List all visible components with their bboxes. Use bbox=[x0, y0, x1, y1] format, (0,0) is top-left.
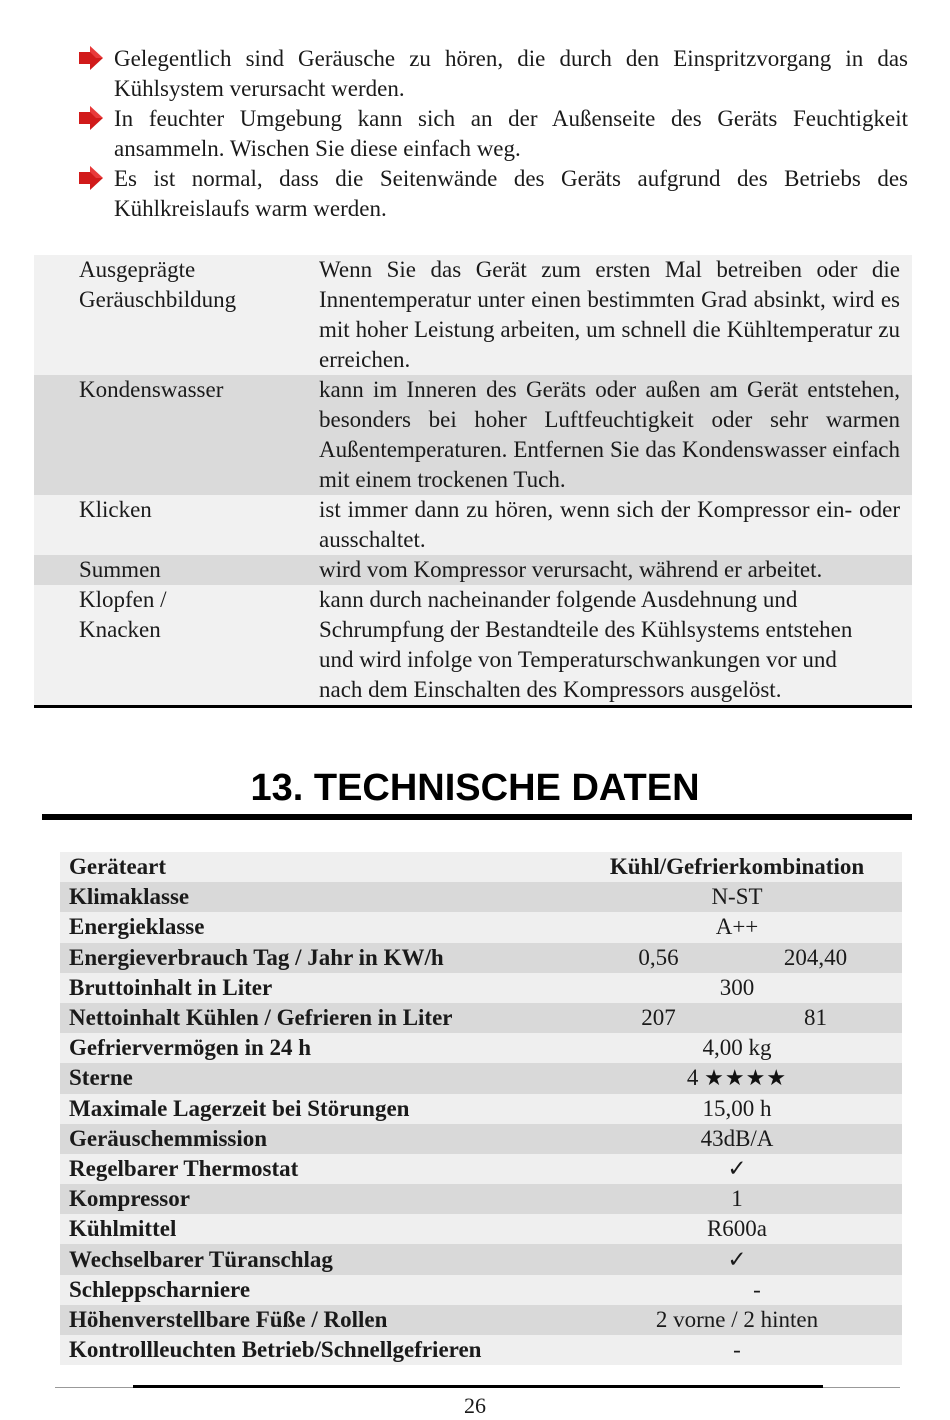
spec-value: N-ST bbox=[711, 884, 763, 910]
table-row bbox=[34, 585, 912, 705]
spec-label: Bruttoinhalt in Liter bbox=[69, 974, 273, 1000]
bullet-text: Es ist normal, dass die Seitenwände des Geräts aufgrund des Betriebs des Kühlkreislaufs warm werden. bbox=[114, 166, 908, 221]
spec-value-cool: 207 bbox=[641, 1005, 676, 1031]
spec-value: 2 vorne / 2 hinten bbox=[655, 1306, 819, 1332]
spec-label: Regelbarer Thermostat bbox=[69, 1155, 299, 1181]
spec-value bbox=[580, 1065, 902, 1091]
star-count: 4 bbox=[686, 1065, 699, 1091]
table-row bbox=[60, 1275, 902, 1305]
note-term: Summen bbox=[79, 557, 161, 582]
table-row bbox=[60, 1094, 902, 1124]
bullet-item bbox=[78, 104, 908, 164]
spec-value: - bbox=[753, 1276, 761, 1302]
title-divider bbox=[42, 814, 912, 820]
table-row bbox=[60, 943, 902, 973]
table-row bbox=[60, 1305, 902, 1335]
table-row bbox=[60, 1003, 902, 1033]
bullet-text: In feuchter Umgebung kann sich an der Außenseite des Geräts Feuchtigkeit ansammeln. Wischen Sie diese einfach weg. bbox=[114, 106, 908, 161]
table-row bbox=[60, 1124, 902, 1154]
table-row bbox=[60, 1063, 902, 1093]
spec-label: Energieklasse bbox=[69, 914, 205, 940]
red-arrow-icon bbox=[78, 106, 104, 130]
table-row bbox=[60, 912, 902, 942]
spec-label: Wechselbarer Türanschlag bbox=[69, 1246, 333, 1272]
table-row bbox=[60, 1154, 902, 1184]
spec-label: Kühlmittel bbox=[69, 1216, 177, 1242]
section-title: 13. TECHNISCHE DATEN bbox=[250, 767, 700, 809]
spec-value: 4,00 kg bbox=[702, 1035, 772, 1061]
spec-label: Kompressor bbox=[69, 1186, 190, 1212]
table-row bbox=[60, 852, 902, 882]
spec-value: 300 bbox=[719, 974, 755, 1000]
bullet-item bbox=[78, 44, 908, 104]
spec-value: 15,00 h bbox=[702, 1095, 772, 1121]
specs-table bbox=[60, 852, 902, 1365]
spec-label: Höhenverstellbare Füße / Rollen bbox=[69, 1306, 388, 1332]
note-term: Ausgeprägte Geräuschbildung bbox=[79, 257, 237, 312]
checkmark-icon: ✓ bbox=[727, 1246, 747, 1272]
spec-value bbox=[580, 1005, 902, 1031]
spec-value: Kühl/Gefrierkombination bbox=[609, 854, 865, 880]
bullet-list bbox=[78, 44, 908, 224]
table-row bbox=[60, 1335, 902, 1365]
table-row bbox=[34, 495, 912, 555]
red-arrow-icon bbox=[78, 166, 104, 190]
table-row bbox=[60, 1244, 902, 1274]
bullet-item bbox=[78, 164, 908, 224]
table-row bbox=[60, 1214, 902, 1244]
spec-value-freeze: 81 bbox=[804, 1005, 827, 1031]
note-term: Kondenswasser bbox=[79, 377, 224, 402]
spec-value: A++ bbox=[715, 914, 759, 940]
spec-label: Klimaklasse bbox=[69, 884, 190, 910]
table-row bbox=[34, 375, 912, 495]
table-row bbox=[60, 882, 902, 912]
note-term: Klopfen / Knacken bbox=[79, 587, 167, 642]
spec-label: Sterne bbox=[69, 1065, 133, 1091]
note-description: kann durch nacheinander folgende Ausdehnung und Schrumpfung der Bestandteile des Kühlsystems entstehen und wird infolge von Temperaturschwankungen vor und nach dem Einschalten des Kompressors ausgelöst. bbox=[319, 587, 853, 702]
spec-label: Nettoinhalt Kühlen / Gefrieren in Liter bbox=[69, 1005, 453, 1031]
note-description: ist immer dann zu hören, wenn sich der Kompressor ein- oder ausschaltet. bbox=[319, 497, 900, 552]
spec-label: Kontrollleuchten Betrieb/Schnellgefrieren bbox=[69, 1337, 482, 1363]
spec-value-year: 204,40 bbox=[783, 944, 848, 970]
page-number: 26 bbox=[464, 1393, 486, 1418]
table-row bbox=[34, 255, 912, 375]
spec-value: 43dB/A bbox=[700, 1125, 774, 1151]
spec-value: R600a bbox=[706, 1216, 768, 1242]
note-description: kann im Inneren des Geräts oder außen am Gerät entstehen, besonders bei hoher Luftfeuchtigkeit oder sehr warmen Außentemperaturen. Entfernen Sie das Kondenswasser einfach mit einem trockenen Tuch. bbox=[319, 377, 900, 492]
spec-label: Gefriervermögen in 24 h bbox=[69, 1035, 312, 1061]
spec-label: Schleppscharniere bbox=[69, 1276, 251, 1302]
table-row bbox=[60, 973, 902, 1003]
note-description: wird vom Kompressor verursacht, während er arbeitet. bbox=[319, 557, 823, 582]
spec-label: Geräuschemmission bbox=[69, 1125, 268, 1151]
spec-value: - bbox=[733, 1337, 741, 1363]
spec-value: 1 bbox=[731, 1186, 743, 1212]
table-row bbox=[34, 555, 912, 585]
spec-label: Geräteart bbox=[69, 854, 167, 880]
note-description: Wenn Sie das Gerät zum ersten Mal betreiben oder die Innentemperatur unter einen bestimmten Grad absinkt, wird es mit hoher Leistung arbeiten, um schnell die Kühltemperatur zu erreichen. bbox=[319, 257, 900, 372]
spec-label: Energieverbrauch Tag / Jahr in KW/h bbox=[69, 944, 444, 970]
bullet-text: Gelegentlich sind Geräusche zu hören, die durch den Einspritzvorgang in das Kühlsystem verursacht werden. bbox=[114, 46, 908, 101]
table-row bbox=[60, 1184, 902, 1214]
footer-divider-bold bbox=[133, 1385, 823, 1388]
spec-value bbox=[580, 945, 902, 971]
table-row bbox=[60, 1033, 902, 1063]
spec-value-day: 0,56 bbox=[638, 944, 679, 970]
noise-table bbox=[34, 255, 912, 708]
note-term: Klicken bbox=[79, 497, 152, 522]
red-arrow-icon bbox=[78, 46, 104, 70]
spec-label: Maximale Lagerzeit bei Störungen bbox=[69, 1095, 410, 1121]
checkmark-icon: ✓ bbox=[727, 1155, 747, 1181]
star-icon: ★★★★ bbox=[704, 1066, 788, 1092]
